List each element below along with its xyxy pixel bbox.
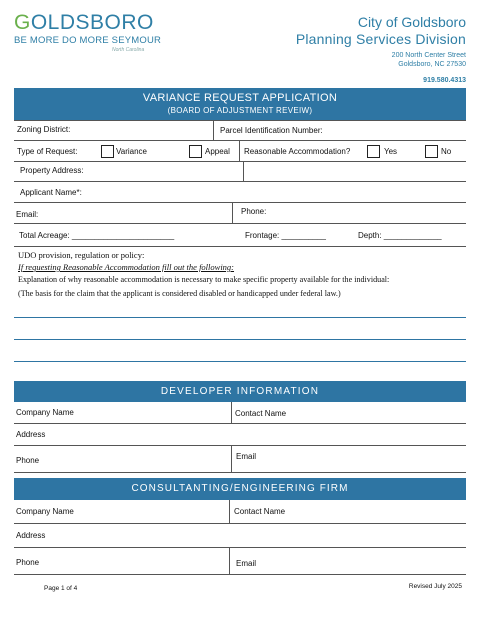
address-line-1: 200 North Center Street	[391, 52, 466, 59]
frontage-label: Frontage: __________	[245, 231, 326, 240]
consultant-section-band: CONSULTANTING/ENGINEERING FIRM	[14, 478, 466, 500]
developer-section-band: DEVELOPER INFORMATION	[14, 381, 466, 402]
accommodation-yes-checkbox[interactable]	[367, 145, 380, 158]
grid-line	[14, 181, 466, 182]
udo-provision-label: UDO provision, regulation or policy:	[18, 250, 145, 260]
grid-line	[14, 202, 466, 203]
consultant-address-label: Address	[16, 531, 46, 540]
grid-divider	[232, 202, 233, 223]
appeal-checkbox[interactable]	[189, 145, 202, 158]
appeal-label: Appeal	[205, 147, 230, 156]
zoning-district-label: Zoning District:	[17, 125, 71, 134]
explanation-label: Explanation of why reasonable accommodation is necessary to make specific property available for the individual:	[18, 275, 390, 284]
grid-divider	[229, 547, 230, 574]
parcel-id-label: Parcel Identification Number:	[220, 126, 323, 135]
logo-tagline: BE MORE DO MORE SEYMOUR	[14, 35, 162, 46]
grid-line	[14, 523, 466, 524]
consultant-contact-name-label: Contact Name	[234, 507, 286, 516]
depth-label: Depth: _____________	[358, 231, 442, 240]
grid-line	[14, 547, 466, 548]
goldsboro-logo	[14, 12, 164, 53]
grid-divider	[231, 445, 232, 472]
developer-address-label: Address	[16, 430, 46, 439]
page-number: Page 1 of 4	[44, 585, 78, 592]
basis-label: (The basis for the claim that the applicant is considered disabled or handicapped under federal law.)	[18, 289, 341, 298]
type-of-request-label: Type of Request:	[17, 147, 78, 156]
form-title-band	[14, 88, 466, 120]
developer-email-label: Email	[236, 452, 257, 461]
consultant-email-label: Email	[236, 559, 257, 568]
total-acreage-label: Total Acreage: _______________________	[19, 231, 175, 240]
grid-divider	[213, 120, 214, 140]
grid-divider	[231, 402, 232, 423]
developer-company-name-label: Company Name	[16, 408, 74, 417]
division-name: Planning Services Division	[295, 31, 466, 47]
address-line-2: Goldsboro, NC 27530	[398, 61, 466, 68]
consultant-company-name-label: Company Name	[16, 507, 74, 516]
header-contact-block	[296, 14, 466, 84]
revision-date: Revised July 2025	[408, 583, 462, 590]
grid-line	[14, 246, 466, 247]
form-subtitle: (BOARD OF ADJUSTMENT REVEIW)	[167, 106, 313, 115]
logo-subtitle: North Carolina	[112, 47, 145, 53]
reasonable-accommodation-label: Reasonable Accommodation?	[244, 147, 351, 156]
city-name: City of Goldsboro	[357, 14, 466, 30]
writing-line[interactable]	[14, 339, 466, 340]
grid-divider	[243, 161, 244, 181]
variance-label: Variance	[116, 147, 147, 156]
accommodation-no-checkbox[interactable]	[425, 145, 438, 158]
grid-line	[14, 423, 466, 424]
accommodation-note: If requesting Reasonable Accommodation fill out the following:	[18, 262, 235, 272]
writing-line[interactable]	[14, 361, 466, 362]
grid-line	[14, 472, 466, 473]
applicant-name-label: Applicant Name*:	[20, 188, 82, 197]
grid-line	[14, 445, 466, 446]
no-label: No	[441, 147, 452, 156]
grid-line	[14, 120, 466, 121]
grid-line	[14, 223, 466, 224]
developer-contact-name-label: Contact Name	[235, 409, 287, 418]
grid-divider	[229, 500, 230, 523]
grid-line	[14, 140, 466, 141]
logo-wordmark: GOLDSBORO	[14, 11, 154, 34]
grid-divider	[239, 140, 240, 161]
grid-line	[14, 574, 466, 575]
yes-label: Yes	[384, 147, 398, 156]
variance-checkbox[interactable]	[101, 145, 114, 158]
phone-label: Phone:	[241, 207, 267, 216]
consultant-phone-label: Phone	[16, 558, 40, 567]
office-phone: 919.580.4313	[423, 77, 466, 84]
property-address-label: Property Address:	[20, 166, 84, 175]
email-label: Email:	[16, 210, 39, 219]
writing-line[interactable]	[14, 317, 466, 318]
form-title: VARIANCE REQUEST APPLICATION	[142, 92, 338, 104]
developer-phone-label: Phone	[16, 456, 40, 465]
grid-line	[14, 161, 466, 162]
